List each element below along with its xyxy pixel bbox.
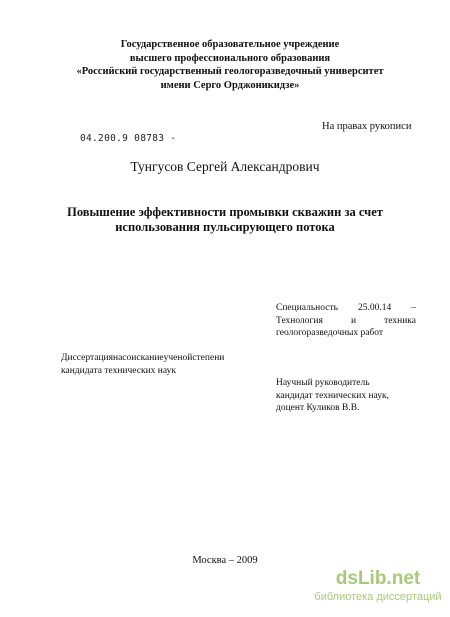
specialty-line-2 [276,315,416,328]
thesis-title [40,205,410,235]
thesis-word: соискание [122,353,164,363]
institution-line-2: высшего профессионального образования [129,52,331,64]
registration-stamp: 04.200.9 08783 - [80,133,177,144]
institution-line-3: «Российский государственный геологоразведочный университет [76,66,384,77]
thesis-degree-block [61,352,225,377]
institution-line-1: Государственное образовательное учреждение [120,39,340,50]
supervisor-line-2: кандидат технических наук, [276,390,390,401]
dslib-watermark [312,568,444,604]
specialty-dash: – [411,303,416,313]
title-line-1: Повышение эффективности промывки скважин за счет [67,205,383,219]
thesis-word: степени [192,353,225,363]
thesis-word: Диссертация [61,353,113,363]
specialty-line-3: геологоразведочных работ [276,328,384,338]
author-name: Тунгусов Сергей Александрович [130,159,320,174]
city-year: Москва – 2009 [192,555,258,566]
supervisor-line-1: Научный руководитель [276,378,370,388]
supervisor-block [276,377,389,415]
specialty-line-1 [276,302,416,315]
thesis-line-2: кандидата технических наук [61,365,176,376]
thesis-line-1 [61,352,225,365]
specialty-block [276,302,416,340]
title-line-2: использования пульсирующего потока [115,220,335,234]
specialty-word-2: и [350,315,357,326]
institution-line-4: имени Серго Орджоникидзе» [160,79,300,91]
institution-header [60,38,400,92]
watermark-brand: dsLib.net [335,568,421,589]
specialty-label: Специальность [276,303,338,313]
specialty-code: 25.00.14 [357,303,392,313]
rights-notice: На правах рукописи [322,121,412,132]
watermark-subtitle: библиотека диссертаций [314,591,442,603]
thesis-word: на [112,353,123,363]
specialty-word-3: техника [384,315,416,326]
supervisor-line-3: доцент Куликов В.В. [276,403,360,413]
thesis-word: ученой [163,353,193,363]
specialty-word-1: Технология [276,315,323,326]
